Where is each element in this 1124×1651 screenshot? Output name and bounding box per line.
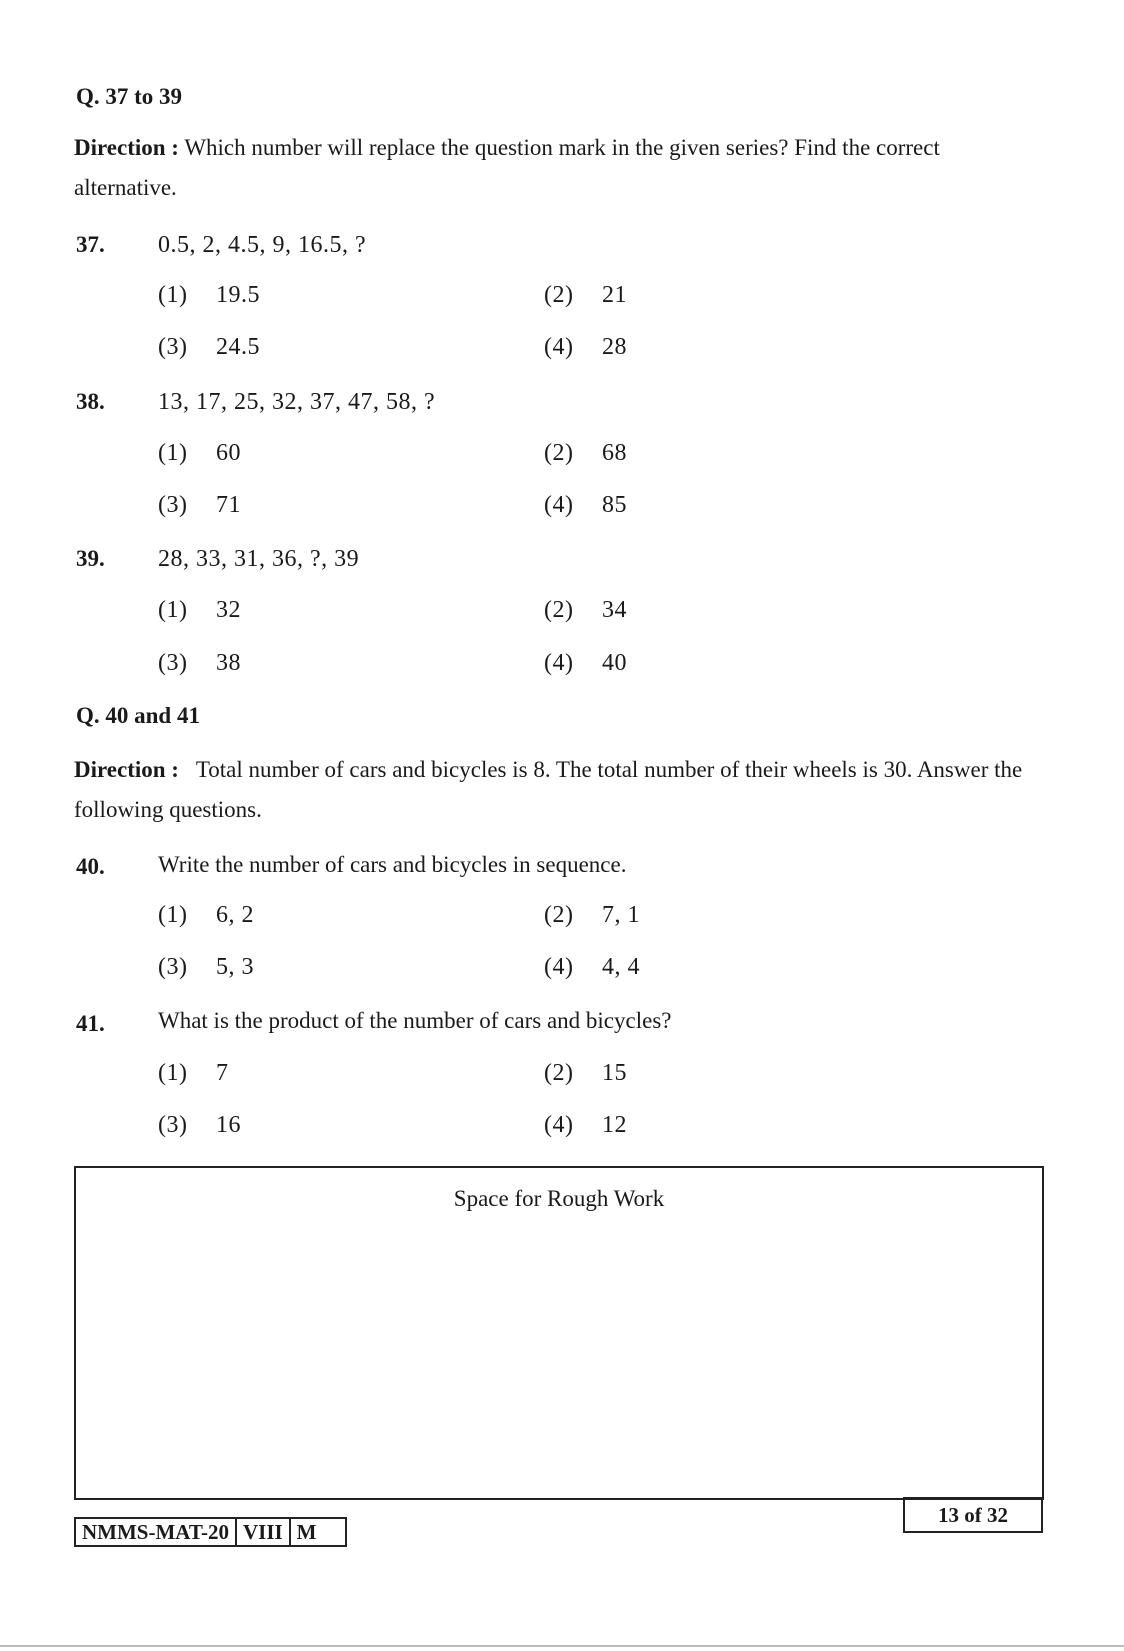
question-number: 40. [76,854,105,879]
option-label: (1) [158,597,188,623]
option-value: 28 [602,334,627,360]
option-value: 32 [216,597,241,623]
paper-code-box [74,1517,347,1547]
option-value: 34 [602,597,627,623]
option [158,597,241,624]
paper-class: VIII [237,1519,291,1545]
option-label: (2) [544,1060,574,1086]
option-label: (1) [158,440,188,466]
option [544,954,640,981]
option [158,1112,241,1139]
option [158,334,260,361]
option-label: (3) [158,492,188,518]
option-value: 68 [602,440,627,466]
option-label: (2) [544,902,574,928]
option-value: 21 [602,282,627,308]
rough-work-title: Space for Rough Work [453,1186,665,1211]
option-value: 24.5 [216,334,260,360]
option-label: (3) [158,1112,188,1138]
option-value: 6, 2 [216,902,254,928]
option [158,492,241,519]
option [544,282,627,309]
option-label: (4) [544,954,574,980]
option-value: 38 [216,650,241,676]
option-label: (2) [544,597,574,623]
question-text: 13, 17, 25, 32, 37, 47, 58, ? [158,389,436,415]
option-label: (2) [544,282,574,308]
option [158,902,254,929]
option-value: 85 [602,492,627,518]
question-text: 28, 33, 31, 36, ?, 39 [158,546,360,572]
rough-work-box [74,1166,1044,1500]
option-label: (4) [544,334,574,360]
option [544,902,640,929]
direction-label: Direction : [74,135,179,160]
option-value: 71 [216,492,241,518]
option [158,440,241,467]
option-value: 40 [602,650,627,676]
option-value: 60 [216,440,241,466]
option [544,650,627,677]
option [158,282,260,309]
section-heading-40-41: Q. 40 and 41 [76,703,200,728]
direction-text: Which number will replace the question mark in the given series? Find the correct alternative. [74,135,940,200]
direction-label: Direction : [74,757,179,782]
option-label: (4) [544,1112,574,1138]
option-value: 12 [602,1112,627,1138]
option-label: (1) [158,1060,188,1086]
option-value: 5, 3 [216,954,254,980]
option-label: (3) [158,650,188,676]
option-label: (1) [158,282,188,308]
question-text: 0.5, 2, 4.5, 9, 16.5, ? [158,232,367,258]
option-value: 7 [216,1060,229,1086]
option-label: (4) [544,650,574,676]
option [544,492,627,519]
option [544,597,627,624]
page-number: 13 of 32 [903,1497,1043,1533]
option-value: 7, 1 [602,902,640,928]
direction-40-41 [74,750,1044,830]
option [544,440,627,467]
direction-37-39 [74,128,1044,208]
option [158,1060,229,1087]
question-text: What is the product of the number of cars and bicycles? [158,1008,672,1033]
option [158,954,254,981]
option-value: 16 [216,1112,241,1138]
section-heading-37-39: Q. 37 to 39 [76,84,183,109]
option-label: (1) [158,902,188,928]
direction-text: Total number of cars and bicycles is 8. The total number of their wheels is 30. Answer the following questions. [74,757,1023,822]
option-value: 15 [602,1060,627,1086]
paper-code: NMMS-MAT-20 [76,1519,237,1545]
option-value: 19.5 [216,282,260,308]
page-edge-divider [0,1645,1124,1647]
option-value: 4, 4 [602,954,640,980]
question-number: 39. [76,546,105,571]
question-number: 37. [76,232,105,257]
question-number: 41. [76,1011,105,1036]
option [544,334,627,361]
option [544,1060,627,1087]
question-number: 38. [76,389,105,414]
option [544,1112,627,1139]
question-text: Write the number of cars and bicycles in sequence. [158,852,627,877]
paper-medium: M [296,1520,317,1544]
option-label: (3) [158,334,188,360]
option-label: (2) [544,440,574,466]
option [158,650,241,677]
option-label: (3) [158,954,188,980]
option-label: (4) [544,492,574,518]
